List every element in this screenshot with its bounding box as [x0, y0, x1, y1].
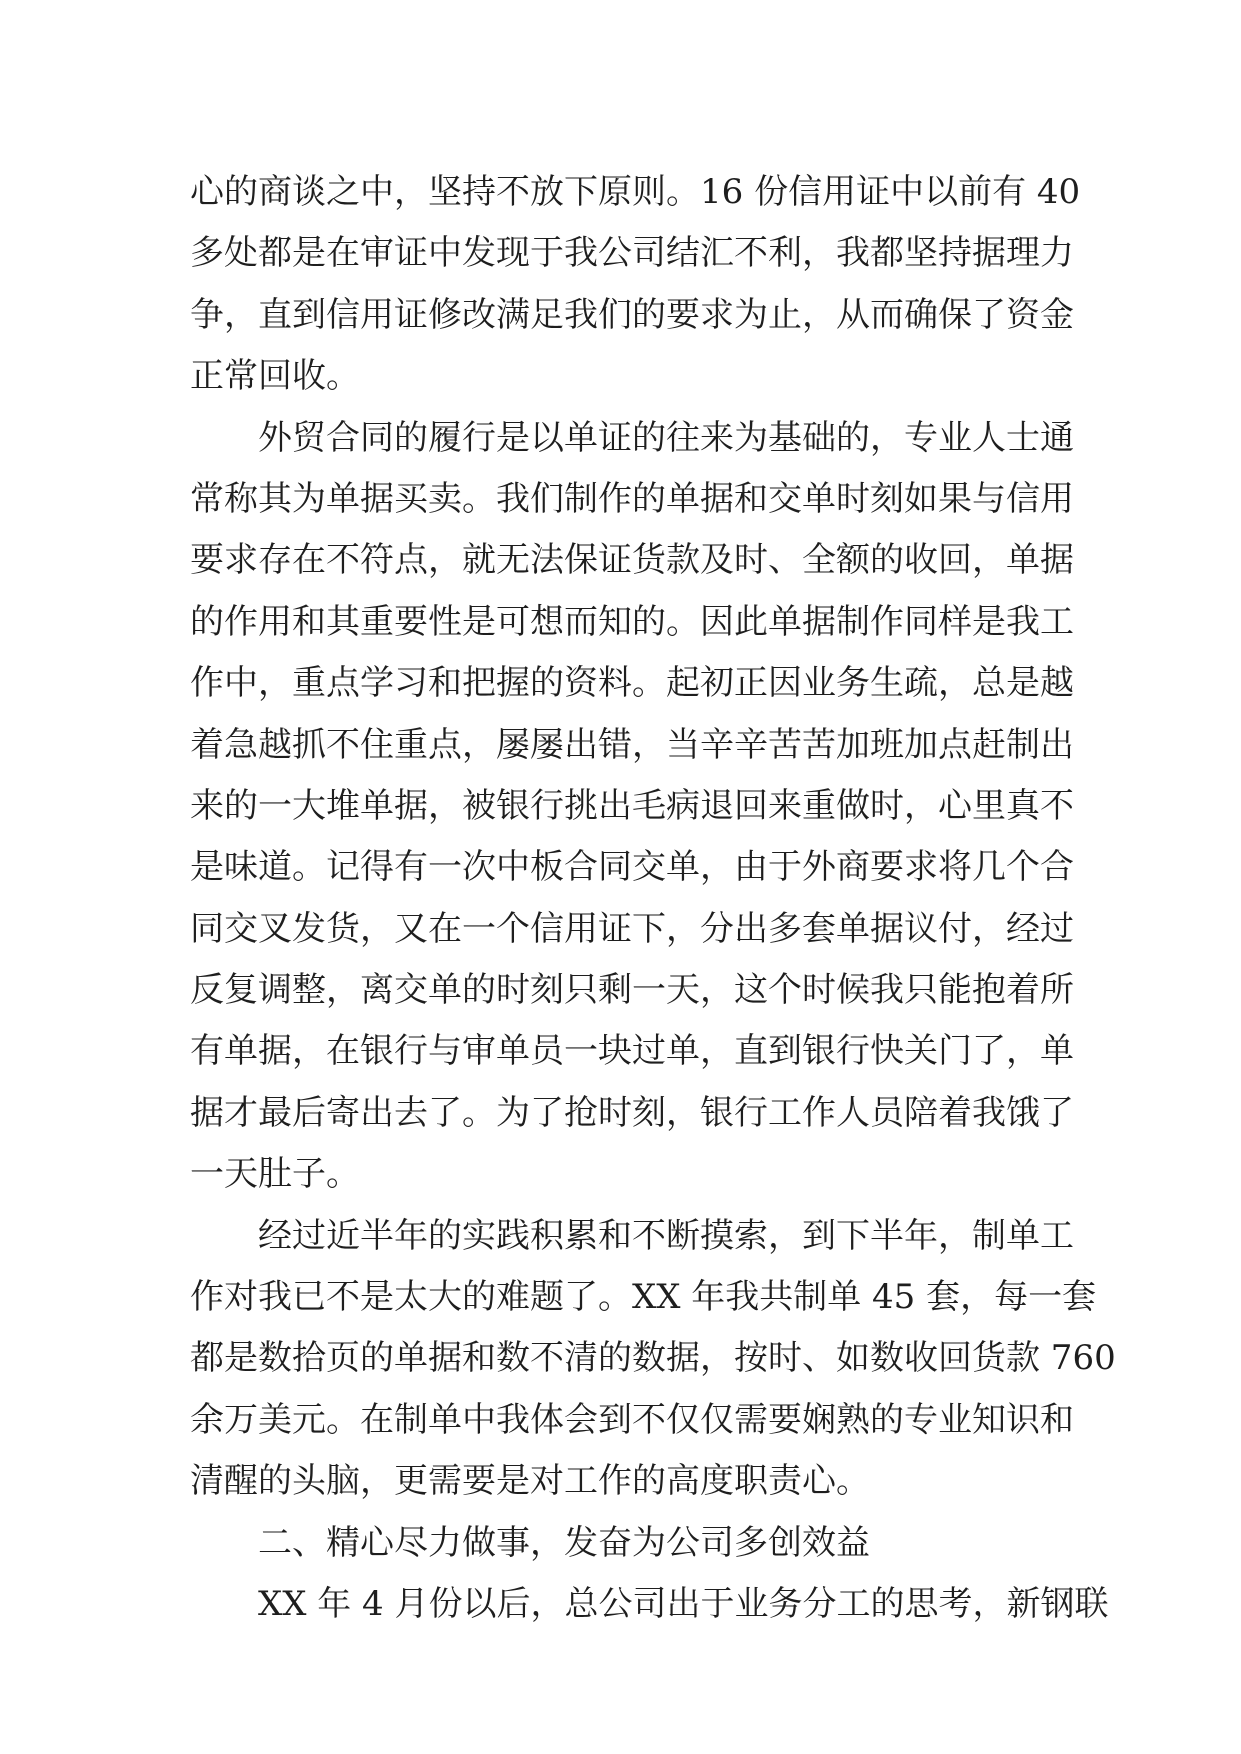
text-line: 同交叉发货，又在一个信用证下，分出多套单据议付，经过	[190, 908, 1074, 949]
text-line: 争，直到信用证修改满足我们的要求为止，从而确保了资金	[190, 294, 1074, 335]
text-line: 外贸合同的履行是以单证的往来为基础的，专业人士通	[258, 417, 1074, 458]
text-line: 要求存在不符点，就无法保证货款及时、全额的收回，单据	[190, 540, 1074, 581]
text-line: 一天肚子。	[190, 1154, 360, 1195]
text-line: 经过近半年的实践积累和不断摸索，到下半年，制单工	[258, 1215, 1074, 1256]
text-line: 心的商谈之中，坚持不放下原则。16 份信用证中以前有 40	[190, 172, 1081, 212]
text-line: 二、精心尽力做事，发奋为公司多创效益	[258, 1522, 870, 1563]
text-line: 有单据，在银行与审单员一块过单，直到银行快关门了，单	[190, 1031, 1074, 1072]
text-line: 常称其为单据买卖。我们制作的单据和交单时刻如果与信用	[190, 478, 1074, 519]
text-line: 反复调整，离交单的时刻只剩一天，这个时候我只能抱着所	[190, 970, 1074, 1011]
text-line: 是味道。记得有一次中板合同交单，由于外商要求将几个合	[190, 847, 1074, 888]
text-line: 作中，重点学习和把握的资料。起初正因业务生疏，总是越	[190, 663, 1074, 704]
text-line: 多处都是在审证中发现于我公司结汇不利，我都坚持据理力	[190, 233, 1074, 274]
text-line: 正常回收。	[190, 356, 360, 397]
text-line: 着急越抓不住重点，屡屡出错，当辛辛苦苦加班加点赶制出	[190, 724, 1074, 765]
text-line: 来的一大堆单据，被银行挑出毛病退回来重做时，心里真不	[190, 785, 1074, 826]
text-line: 的作用和其重要性是可想而知的。因此单据制作同样是我工	[190, 601, 1074, 642]
document-body	[190, 162, 1116, 1635]
text-line: 作对我已不是太大的难题了。XX 年我共制单 45 套，每一套	[190, 1277, 1097, 1318]
text-line: XX 年 4 月份以后，总公司出于业务分工的思考，新钢联	[258, 1583, 1109, 1624]
text-line: 据才最后寄出去了。为了抢时刻，银行工作人员陪着我饿了	[190, 1092, 1074, 1133]
text-line: 余万美元。在制单中我体会到不仅仅需要娴熟的专业知识和	[190, 1399, 1074, 1440]
text-line: 都是数拾页的单据和数不清的数据，按时、如数收回货款 760	[190, 1338, 1116, 1379]
text-line: 清醒的头脑，更需要是对工作的高度职责心。	[190, 1461, 870, 1502]
